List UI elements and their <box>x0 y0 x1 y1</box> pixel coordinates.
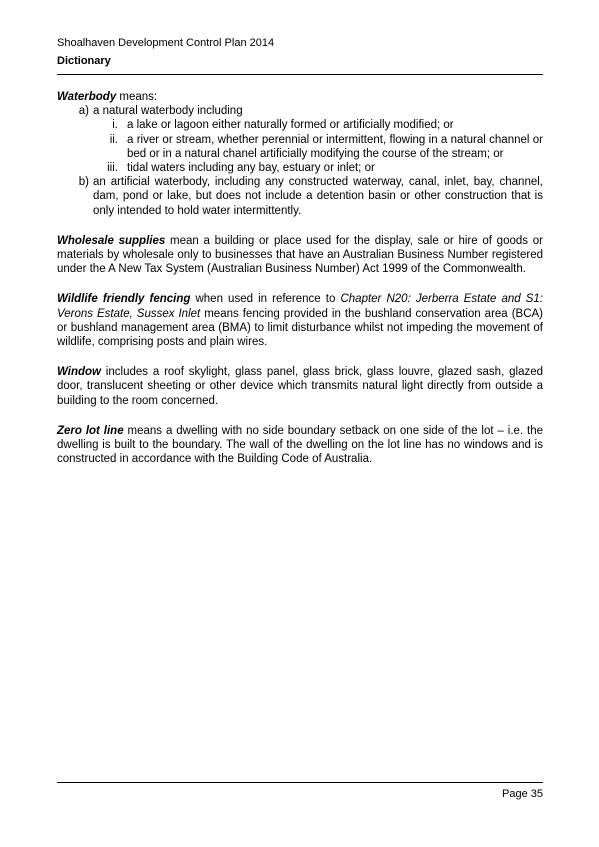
chapter-reference: Chapter N20: Jerberra Estate and S1: Verons Estate, Sussex Inlet <box>57 293 543 320</box>
term-window: Window <box>57 366 101 379</box>
list-item-text: an artificial waterbody, including any constructed waterway, canal, inlet, bay, channel, dam, pond or lake, but does not include a detention basin or other construction that is only intended to hold water intermittently. <box>93 176 543 217</box>
sublist-item <box>57 161 543 175</box>
list-item-text: a natural waterbody including <box>93 105 243 118</box>
page-number: Page 35 <box>502 788 543 800</box>
document-title: Shoalhaven Development Control Plan 2014 <box>57 37 275 49</box>
sublist-item <box>57 133 543 161</box>
dictionary-content <box>57 90 543 482</box>
definition-text: means: <box>116 91 158 103</box>
list-marker: a) <box>78 105 89 118</box>
entry-wholesale-supplies <box>57 234 543 277</box>
waterbody-list <box>57 104 543 218</box>
sublist-item-text: a river or stream, whether perennial or intermittent, flowing in a natural channel or bed or in a natural chanel artificially modifying the course of the stream; or <box>127 133 543 160</box>
list-marker: b) <box>78 176 89 189</box>
header-divider <box>57 74 543 75</box>
entry-wildlife-friendly-fencing <box>57 292 543 349</box>
list-item <box>57 175 543 218</box>
entry-zero-lot-line <box>57 424 543 467</box>
definition-text: includes a roof skylight, glass panel, glass brick, glass louvre, glazed sash, glazed door, translucent sheeting or other device which transmits natural light directly from outside a building to the room concerned. <box>57 366 543 407</box>
footer-divider <box>57 782 543 783</box>
term-zero-lot-line: Zero lot line <box>57 424 124 437</box>
term-wildlife-friendly-fencing: Wildlife friendly fencing <box>57 293 191 306</box>
sublist-item <box>57 118 543 132</box>
term-wholesale-supplies: Wholesale supplies <box>57 234 166 247</box>
sublist-marker: i. <box>112 119 118 132</box>
definition-text: when used in reference to <box>190 293 341 306</box>
entry-waterbody <box>57 90 543 218</box>
section-title: Dictionary <box>57 55 111 67</box>
sublist-marker: iii. <box>107 162 118 175</box>
definition-text: mean a building or place used for the display, sale or hire of goods or materials by wholesale only to businesses that have an Australian Business Number registered under the A New Tax System (Australian Business Number) Act 1999 of the Commonwealth. <box>57 234 543 276</box>
sublist-marker: ii. <box>109 133 118 146</box>
sublist-item-text: tidal waters including any bay, estuary or inlet; or <box>127 162 375 175</box>
list-item <box>57 104 543 118</box>
sublist-item-text: a lake or lagoon either naturally formed or artificially modified; or <box>127 119 454 132</box>
term-waterbody: Waterbody <box>57 91 117 103</box>
definition-text: means a dwelling with no side boundary setback on one side of the lot – i.e. the dwelling is built to the boundary. The wall of the dwelling on the lot line has no windows and is constructed in accordance with the Building Code of Australia. <box>57 424 544 466</box>
waterbody-sublist <box>57 118 543 175</box>
entry-window <box>57 365 543 408</box>
definition-text: means fencing provided in the bushland conservation area (BCA) or bushland management area (BMA) to limit disturbance whilst not impeding the movement of wildlife, comprising posts and plain wires. <box>57 307 543 349</box>
